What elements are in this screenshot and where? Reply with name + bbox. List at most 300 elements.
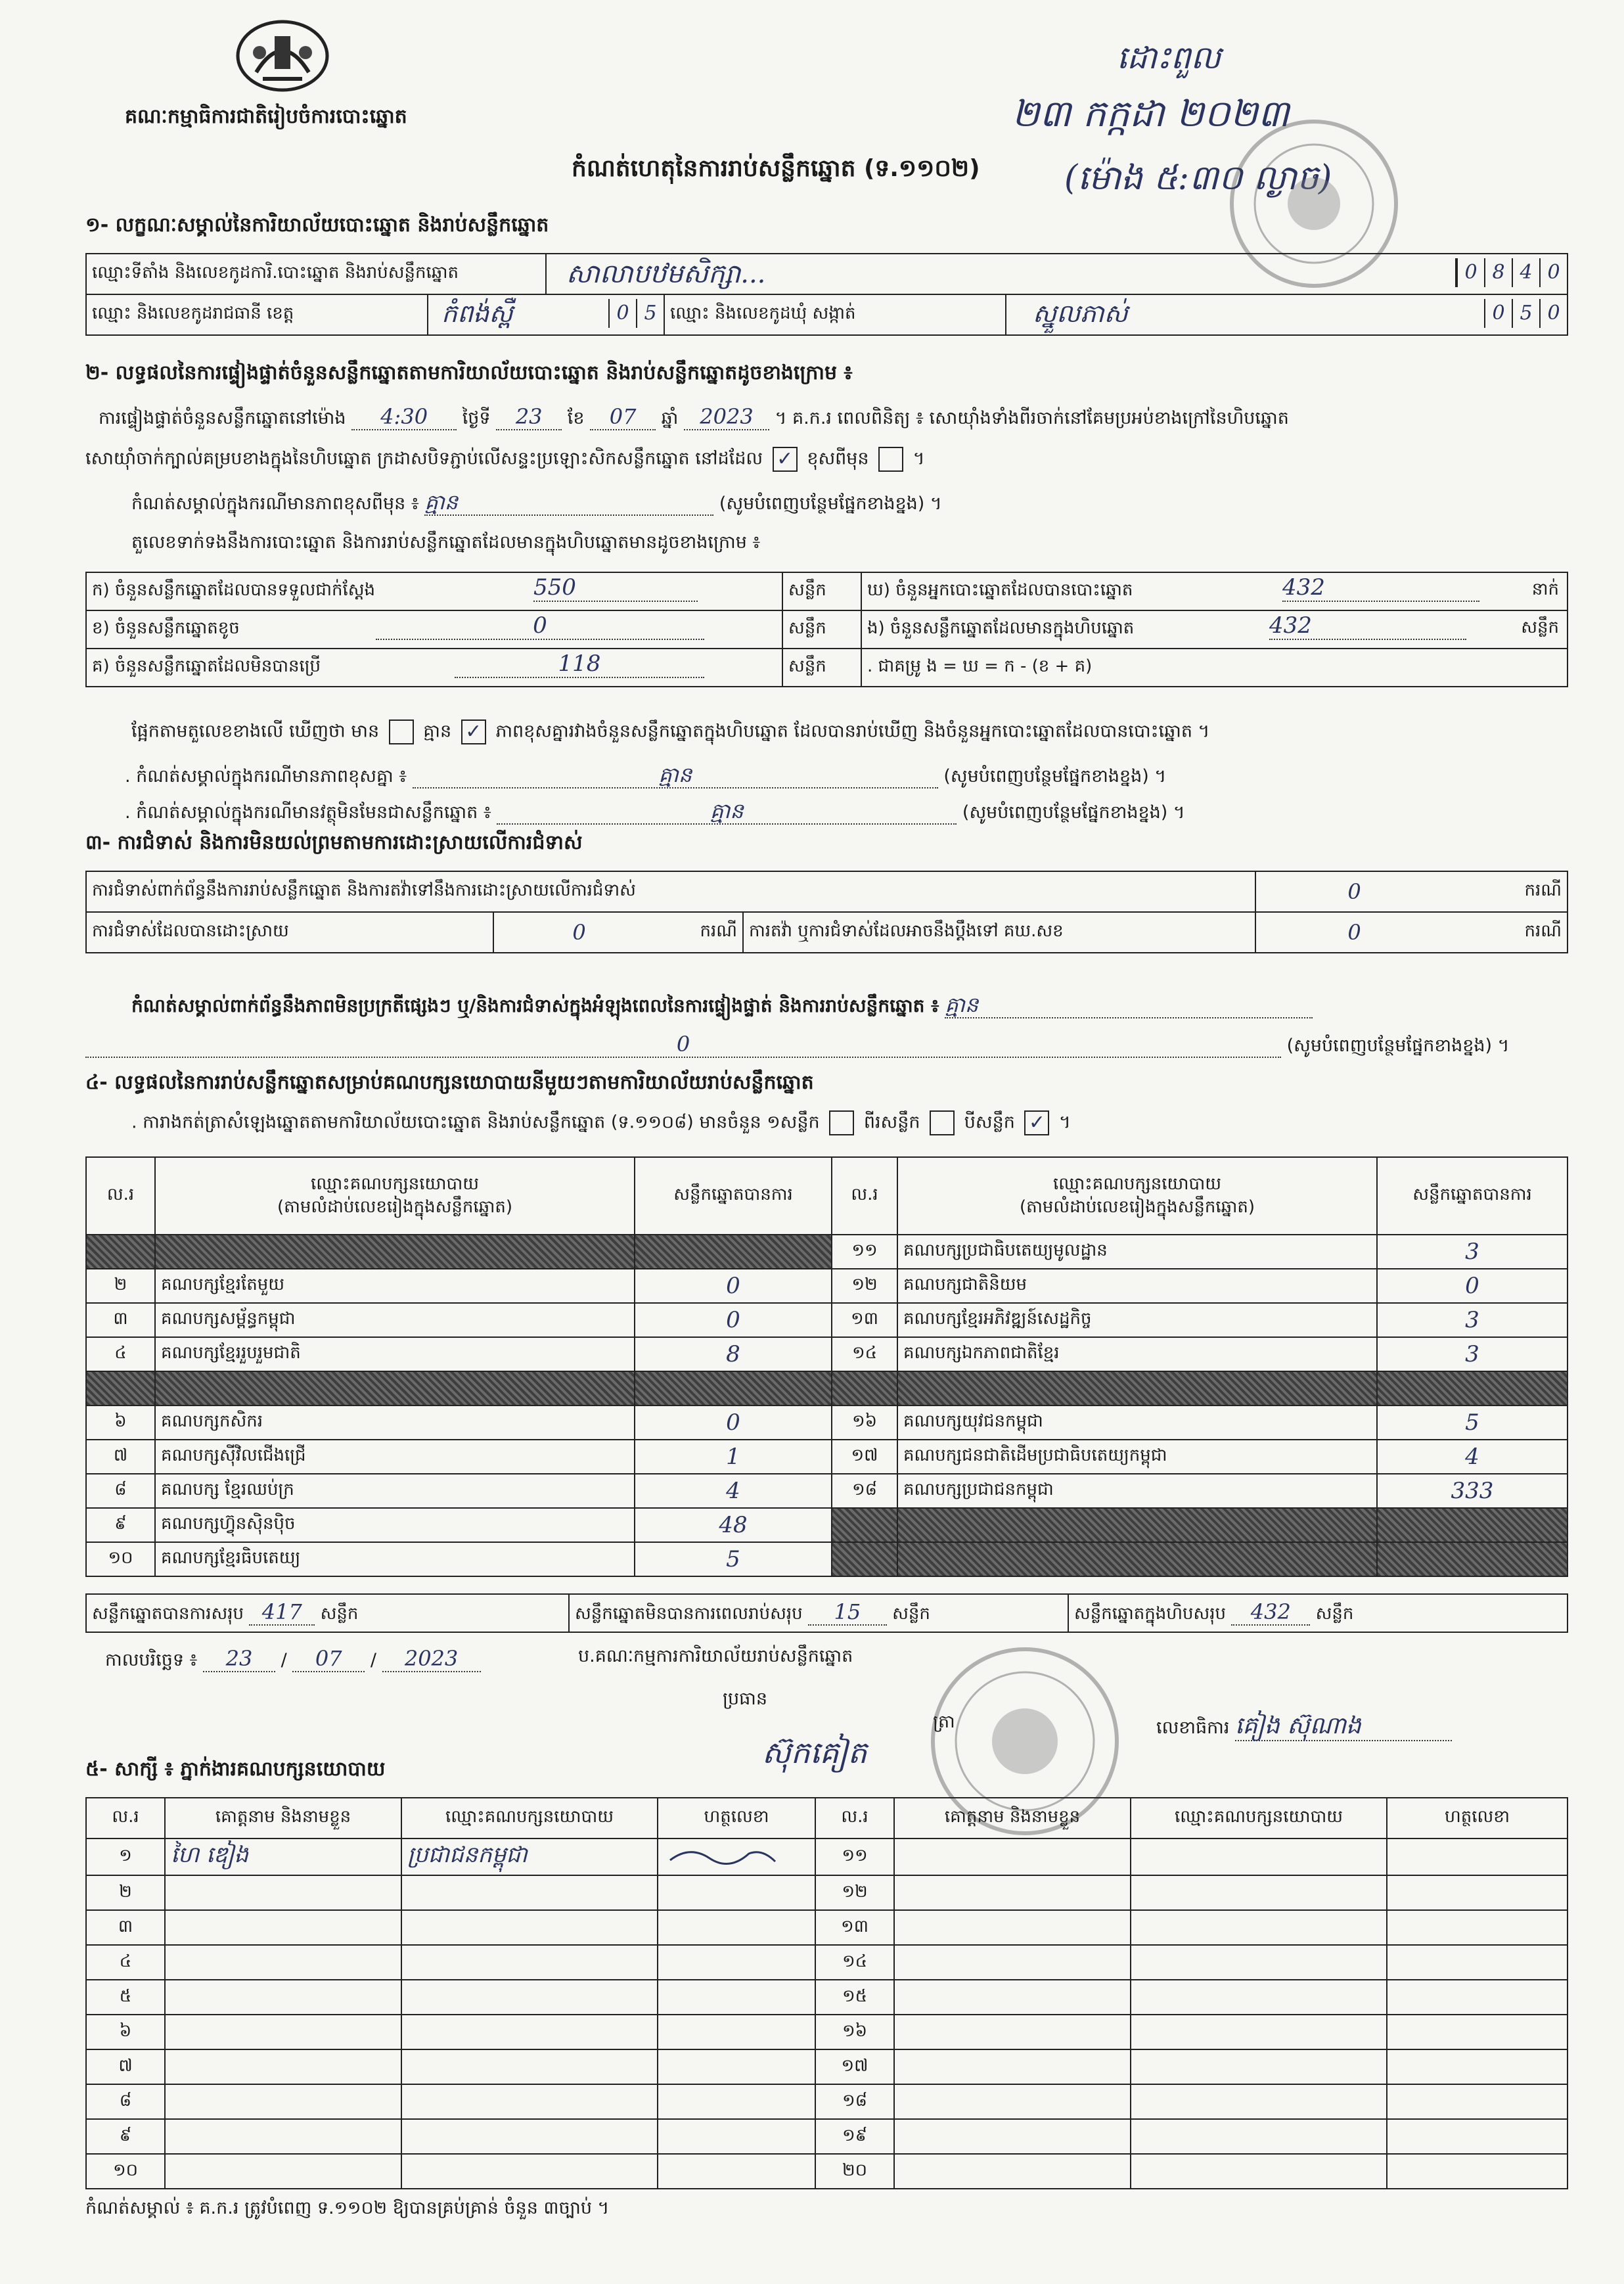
- party-votes: 5: [1377, 1405, 1568, 1440]
- party-row: [86, 1405, 1568, 1440]
- witness-number: ១២: [815, 1875, 894, 1910]
- party-name: គណបក្សប្រជាជនកម្ពុជា: [897, 1474, 1377, 1508]
- total-invalid-value: 15: [808, 1599, 887, 1626]
- witness-signature: [1387, 1875, 1568, 1910]
- party-name: គណបក្សជនជាតិដើមប្រជាធិបតេយ្យកម្ពុជា: [897, 1440, 1377, 1474]
- commune-value: ស្នួលភាស់: [1033, 299, 1128, 328]
- station-code-digit: 4: [1512, 258, 1539, 287]
- year-value: 2023: [684, 404, 769, 430]
- witness-number: ១០: [86, 2154, 165, 2189]
- witness-name: [894, 1945, 1131, 1980]
- commune-label: ឈ្មោះ និងលេខកូដឃុំ សង្កាត់: [664, 294, 1006, 335]
- party-row: [86, 1474, 1568, 1508]
- footer-note: កំណត់សម្គាល់ ៖ គ.ក.រ ត្រូវបំពេញ ទ.១១០២ ឱ្យបានគ្រប់គ្រាន់ ចំនួន ៣ច្បាប់ ។: [85, 2198, 610, 2218]
- province-code-digit: 0: [608, 299, 636, 328]
- verification-line-1: [99, 404, 1289, 430]
- label: . កំណត់សម្គាល់ក្នុងករណីមានវត្ថុមិនមែនជាសន្លឹកឆ្នោត ៖: [125, 802, 491, 823]
- witness-name: [165, 2119, 401, 2154]
- witness-number: ១: [86, 1839, 165, 1875]
- party-number: ១២: [832, 1269, 897, 1303]
- section-5-title: ៥- សាក្សី ៖ ភ្នាក់ងារគណបក្សនយោបាយ: [85, 1758, 386, 1781]
- witness-signature: [658, 2154, 815, 2189]
- party-number: ២: [86, 1269, 155, 1303]
- party-row: [86, 1371, 1568, 1405]
- party-number: ១១: [832, 1235, 897, 1269]
- label: (សូមបំពេញបន្ថែមផ្នែកខាងខ្នង) ។: [943, 766, 1167, 787]
- witness-party: [1131, 2084, 1387, 2119]
- province-code-boxes: [608, 299, 664, 328]
- party-votes: 0: [635, 1269, 832, 1303]
- party-name: គណបក្សសម្ព័ន្ធកម្ពុជា: [155, 1303, 635, 1337]
- witness-signature: [1387, 1910, 1568, 1945]
- party-votes: 3: [1377, 1235, 1568, 1269]
- witness-signature: [658, 1945, 815, 1980]
- objections-table: [85, 871, 1568, 953]
- witness-signature: [658, 2015, 815, 2049]
- party-row: [86, 1542, 1568, 1576]
- discrepancy-note-value: គ្មាន: [413, 762, 938, 788]
- unit-label: សន្លឹក: [782, 649, 861, 687]
- party-name: គណបក្សស៊ីវិលជើងជ្រើ: [155, 1440, 635, 1474]
- witness-row: [86, 2119, 1568, 2154]
- witness-col-no: ល.រ: [86, 1798, 165, 1839]
- witness-signature: [1387, 2015, 1568, 2049]
- party-number: ១៣: [832, 1303, 897, 1337]
- witness-col-party: ឈ្មោះគណបក្សនយោបាយ: [1131, 1798, 1387, 1839]
- commune-code-digit: 0: [1539, 299, 1567, 328]
- discrepancy-no-checkbox[interactable]: ✓: [461, 719, 486, 744]
- witness-party: [401, 1980, 658, 2015]
- witness-name: ហៃ ឌៀង: [165, 1839, 401, 1875]
- party-row: [86, 1303, 1568, 1337]
- witness-name: [894, 1839, 1131, 1875]
- witness-row: [86, 2084, 1568, 2119]
- discrepancy-note-line: [125, 762, 1166, 788]
- figures-intro: តួលេខទាក់ទងនឹងការបោះឆ្នោត និងការរាប់សន្លឹកឆ្នោតដែលមានក្នុងហិបឆ្នោតមានដូចខាងក្រោម ៖: [131, 532, 761, 553]
- witness-signature: [1387, 2084, 1568, 2119]
- party-name: គណបក្សឯកភាពជាតិខ្មែរ: [897, 1337, 1377, 1371]
- witness-name: [894, 2119, 1131, 2154]
- spoiled-value: 0: [376, 612, 704, 640]
- foreign-object-note-line: [125, 798, 1185, 825]
- month-value: 07: [590, 404, 656, 430]
- witness-party: [401, 1875, 658, 1910]
- label: . ការាងកត់ត្រាសំឡេងឆ្នោតតាមការិយាល័យបោះឆ្នោត និងរាប់សន្លឹកឆ្នោត (ទ.១១០៨) មានចំនួន ១សន្លឹក: [131, 1112, 820, 1133]
- witness-signature: [658, 1839, 815, 1875]
- label: កាលបរិច្ឆេទ ៖: [105, 1650, 198, 1670]
- witness-party: [1131, 1875, 1387, 1910]
- national-emblem-logo: [230, 16, 335, 95]
- label: ។: [1059, 1112, 1071, 1133]
- witness-party: [1131, 2049, 1387, 2084]
- time-value: 4:30: [351, 404, 457, 430]
- party-name: [897, 1508, 1377, 1542]
- unchanged-checkbox[interactable]: ✓: [773, 447, 798, 472]
- unit-label: ករណី: [1453, 912, 1568, 953]
- party-votes: 5: [635, 1542, 832, 1576]
- party-number: [86, 1371, 155, 1405]
- party-number: [86, 1235, 155, 1269]
- col-votes-header: សន្លឹកឆ្នោតបានការ: [635, 1157, 832, 1235]
- party-name: គណបក្សហ៊្វុនស៊ិនប៉ិច: [155, 1508, 635, 1542]
- witness-signature: [658, 2119, 815, 2154]
- irregularity-note-line-2: [85, 1032, 1509, 1058]
- unit-label: សន្លឹក: [320, 1603, 359, 1624]
- witness-number: ១៣: [815, 1910, 894, 1945]
- two-sheets-checkbox[interactable]: [930, 1110, 955, 1135]
- label: ។ គ.ក.រ ពេលពិនិត្យ ៖ សោយ៉ាំងទាំងពីរចាក់នៅគែមប្រអប់ខាងក្រៅនៃហិបឆ្នោត: [775, 408, 1289, 428]
- witness-party: [401, 2084, 658, 2119]
- handwritten-date-top: ២៣ កក្កដា ២០២៣: [1012, 93, 1290, 135]
- witness-number: ១៤: [815, 1945, 894, 1980]
- three-sheets-checkbox[interactable]: ✓: [1024, 1110, 1049, 1135]
- label: ឆ្នាំ: [661, 408, 679, 428]
- unit-label: សន្លឹក: [782, 610, 861, 649]
- in-box-label: ង) ចំនួនសន្លឹកឆ្នោតដែលមានក្នុងហិបឆ្នោត: [867, 618, 1135, 638]
- chair-label: ប្រធាន: [723, 1689, 768, 1709]
- witness-party: ប្រជាជនកម្ពុជា: [401, 1839, 658, 1875]
- foreign-object-note-value: គ្មាន: [497, 798, 957, 825]
- party-votes: [635, 1235, 832, 1269]
- witness-signature: [658, 1875, 815, 1910]
- party-votes: 0: [1377, 1269, 1568, 1303]
- witness-signature: [1387, 2154, 1568, 2189]
- formula: . ជាគម្រូ ង = ឃ = ក - (ខ + គ): [861, 649, 1568, 687]
- party-number: [832, 1371, 897, 1405]
- witness-signature: [658, 2049, 815, 2084]
- day-value: 23: [496, 404, 562, 430]
- col-party-header: [155, 1157, 635, 1235]
- witness-table: [85, 1797, 1568, 2189]
- witness-name: [894, 1875, 1131, 1910]
- voters-label: ឃ) ចំនួនអ្នកបោះឆ្នោតដែលបានបោះឆ្នោត: [867, 580, 1133, 600]
- secretary-signature: គៀង ស៊ុណាង: [1235, 1712, 1452, 1741]
- party-number: ១៧: [832, 1440, 897, 1474]
- witness-signature: [1387, 1945, 1568, 1980]
- label: គ្មាន: [423, 721, 452, 742]
- station-info-table: [85, 253, 1568, 336]
- witness-party: [1131, 2119, 1387, 2154]
- received-value: 550: [533, 574, 698, 602]
- witness-number: ១៨: [815, 2084, 894, 2119]
- commune-code-boxes: [1484, 299, 1567, 328]
- witness-rows: [86, 1839, 1568, 2189]
- station-code-digit: 8: [1484, 258, 1512, 287]
- authority-name: គណៈកម្មាធិការជាតិរៀបចំការបោះឆ្នោត: [125, 105, 407, 128]
- signing-date-line: កាលបរិច្ឆេទ ៖ 23 / 07 / 2023: [105, 1646, 481, 1672]
- party-votes: 3: [1377, 1337, 1568, 1371]
- witness-number: ២០: [815, 2154, 894, 2189]
- party-name: គណបក្សខ្មែរអភិវឌ្ឍន៍សេដ្ឋកិច្ច: [897, 1303, 1377, 1337]
- party-votes: 1: [635, 1440, 832, 1474]
- witness-row: [86, 2049, 1568, 2084]
- party-number: [832, 1508, 897, 1542]
- total-invalid: [569, 1594, 1068, 1632]
- party-name: គណបក្សកសិករ: [155, 1405, 635, 1440]
- label: សន្លឹកឆ្នោតមិនបានការពេលរាប់សរុប: [575, 1603, 803, 1624]
- witness-name: [894, 1910, 1131, 1945]
- label: (សូមបំពេញបន្ថែមផ្នែកខាងខ្នង) ។: [962, 802, 1185, 823]
- party-row: [86, 1235, 1568, 1269]
- witness-col-sign: ហត្ថលេខា: [658, 1798, 815, 1839]
- party-votes: 8: [635, 1337, 832, 1371]
- party-row: [86, 1337, 1568, 1371]
- party-name: គណបក្ស ខ្មែរឈប់ក្រ: [155, 1474, 635, 1508]
- party-row: [86, 1508, 1568, 1542]
- one-sheet-checkbox[interactable]: [829, 1110, 854, 1135]
- party-votes: 4: [1377, 1440, 1568, 1474]
- province-code-digit: 5: [636, 299, 664, 328]
- commune-code-digit: 5: [1512, 299, 1539, 328]
- verification-line-2: [85, 447, 925, 472]
- witness-row: [86, 1839, 1568, 1875]
- unit-label: ករណី: [1453, 871, 1568, 912]
- header-line: ឈ្មោះគណបក្សនយោបាយ: [1053, 1174, 1221, 1194]
- section-4-title: ៤- លទ្ធផលនៃការរាប់សន្លឹកឆ្នោតសម្រាប់គណបក្សនយោបាយនីមួយៗតាមការិយាល័យរាប់សន្លឹកឆ្នោត: [85, 1071, 814, 1094]
- party-number: [832, 1542, 897, 1576]
- party-votes: 4: [635, 1474, 832, 1508]
- label: ។: [913, 448, 925, 469]
- label: កំណត់សម្គាល់ពាក់ព័ន្ធនឹងភាពមិនប្រក្រតីផ្សេងៗ ឬ/និងការជំទាស់ក្នុងអំឡុងពេលនៃការផ្ទៀងផ្ទាត់ និងការរាប់សន្លឹកឆ្នោត ៖: [131, 995, 939, 1016]
- witness-name: [165, 1875, 401, 1910]
- form-title: កំណត់ហេតុនៃការរាប់សន្លឹកឆ្នោត (ទ.១១០២): [572, 155, 980, 182]
- station-name-value: សាលាបឋមសិក្សា...: [566, 259, 766, 289]
- witness-row: [86, 1980, 1568, 2015]
- party-votes: 0: [635, 1405, 832, 1440]
- commune-code-digit: 0: [1484, 299, 1512, 328]
- witness-signature: [658, 2084, 815, 2119]
- witness-name: [165, 1910, 401, 1945]
- party-rows: [86, 1235, 1568, 1576]
- total-valid: [86, 1594, 569, 1632]
- witness-party: [401, 1910, 658, 1945]
- tally-sheet-count-line: [131, 1110, 1071, 1135]
- witness-signature: [658, 1910, 815, 1945]
- discrepancy-yes-checkbox[interactable]: [389, 719, 414, 744]
- witness-row: [86, 1875, 1568, 1910]
- witness-number: ៤: [86, 1945, 165, 1980]
- witness-col-no: ល.រ: [815, 1798, 894, 1839]
- secretary-label: [1156, 1712, 1452, 1741]
- label: សន្លឹកឆ្នោតបានការសរុប: [92, 1603, 244, 1624]
- unit-label: នាក់: [1531, 580, 1559, 599]
- witness-number: ៣: [86, 1910, 165, 1945]
- witness-name: [165, 2084, 401, 2119]
- witness-signature: [1387, 2049, 1568, 2084]
- handwritten-time-top: (ម៉ោង ៥:៣០ ល្ងាច): [1064, 158, 1332, 198]
- province-label: ឈ្មោះ និងលេខកូដរាជធានី ខេត្ត: [86, 294, 428, 335]
- label: សន្លឹកឆ្នោតក្នុងហិបសរុប: [1074, 1603, 1227, 1624]
- witness-party: [1131, 1980, 1387, 2015]
- ballot-figures-table: [85, 572, 1568, 687]
- header-line: (តាមលំដាប់លេខរៀងក្នុងសន្លឹកឆ្នោត): [1019, 1197, 1255, 1217]
- witness-name: [894, 1980, 1131, 2015]
- col-votes-header: សន្លឹកឆ្នោតបានការ: [1377, 1157, 1568, 1235]
- witness-number: ១៩: [815, 2119, 894, 2154]
- chair-signature: ស៊ុកគៀត: [762, 1735, 867, 1770]
- witness-party: [1131, 2015, 1387, 2049]
- irregularity-note-value-2: 0: [85, 1032, 1281, 1058]
- objection-appeal-value: 0: [1255, 912, 1453, 953]
- objection-resolved-label: ការជំទាស់ដែលបានដោះស្រាយ: [86, 912, 493, 953]
- party-number: ១៨: [832, 1474, 897, 1508]
- label: (សូមបំពេញបន្ថែមផ្នែកខាងខ្នង) ។: [1286, 1036, 1510, 1056]
- section-3-title: ៣- ការជំទាស់ និងការមិនយល់ព្រមតាមការដោះស្រាយលើការជំទាស់: [85, 831, 583, 854]
- party-number: ៣: [86, 1303, 155, 1337]
- party-number: ៤: [86, 1337, 155, 1371]
- party-number: ១៤: [832, 1337, 897, 1371]
- witness-row: [86, 1910, 1568, 1945]
- unused-label: គ) ចំនួនសន្លឹកឆ្នោតដែលមិនបានប្រើ: [92, 656, 321, 676]
- witness-name: [165, 2049, 401, 2084]
- irregularity-note-line: [131, 992, 1313, 1018]
- party-votes: [635, 1371, 832, 1405]
- objection-related-label: ការជំទាស់ពាក់ព័ន្ធនឹងការរាប់សន្លឹកឆ្នោត និងការតវ៉ាទៅនឹងការដោះស្រាយលើការជំទាស់: [86, 871, 1255, 912]
- witness-party: [401, 2049, 658, 2084]
- in-box-value: 432: [1269, 612, 1466, 640]
- party-name: គណបក្សប្រជាធិបតេយ្យមូលដ្ឋាន: [897, 1235, 1377, 1269]
- witness-col-party: ឈ្មោះគណបក្សនយោបាយ: [401, 1798, 658, 1839]
- witness-party: [1131, 1945, 1387, 1980]
- party-name: [155, 1235, 635, 1269]
- witness-col-sign: ហត្ថលេខា: [1387, 1798, 1568, 1839]
- party-votes: [1377, 1542, 1568, 1576]
- header-line: ឈ្មោះគណបក្សនយោបាយ: [311, 1174, 479, 1194]
- witness-signature: [1387, 2119, 1568, 2154]
- party-number: ១៦: [832, 1405, 897, 1440]
- witness-number: ៦: [86, 2015, 165, 2049]
- label: បីសន្លឹក: [964, 1112, 1015, 1133]
- unit-label: សន្លឹក: [1315, 1603, 1354, 1624]
- witness-party: [401, 2119, 658, 2154]
- label: . កំណត់សម្គាល់ក្នុងករណីមានភាពខុសគ្នា ៖: [125, 766, 407, 787]
- witness-signature-mark: [664, 1842, 782, 1868]
- col-no-header: ល.រ: [832, 1157, 897, 1235]
- party-results-table: [85, 1156, 1568, 1577]
- discrepancy-line: [131, 719, 1209, 744]
- label: (សូមបំពេញបន្ថែមផ្នែកខាងខ្នង) ។: [719, 493, 942, 514]
- unit-label: ករណី: [664, 912, 743, 953]
- party-name: គណបក្សខ្មែររួបរួមជាតិ: [155, 1337, 635, 1371]
- party-number: ១០: [86, 1542, 155, 1576]
- witness-name: [894, 2084, 1131, 2119]
- party-name: គណបក្សជាតិនិយម: [897, 1269, 1377, 1303]
- party-name: គណបក្សខ្មែរធិបតេយ្យ: [155, 1542, 635, 1576]
- objection-resolved-value: 0: [493, 912, 664, 953]
- party-votes: [1377, 1371, 1568, 1405]
- total-in-box-value: 432: [1231, 1599, 1310, 1626]
- total-in-box: [1068, 1594, 1568, 1632]
- witness-row: [86, 2154, 1568, 2189]
- witness-party: [401, 2015, 658, 2049]
- party-row: [86, 1269, 1568, 1303]
- witness-name: [165, 1980, 401, 2015]
- witness-number: ៨: [86, 2084, 165, 2119]
- committee-label: ប.គណៈកម្មការការិយាល័យរាប់សន្លឹកឆ្នោត: [578, 1646, 853, 1666]
- station-code-digit: 0: [1456, 258, 1484, 287]
- witness-row: [86, 2015, 1568, 2049]
- section-1-title: ១- លក្ខណៈសម្គាល់នៃការិយាល័យបោះឆ្នោត និងរាប់សន្លឹកឆ្នោត: [85, 214, 549, 237]
- date-year: 2023: [382, 1646, 481, 1672]
- party-votes: 3: [1377, 1303, 1568, 1337]
- col-party-header: [897, 1157, 1377, 1235]
- party-votes: 0: [635, 1303, 832, 1337]
- header-line: (តាមលំដាប់លេខរៀងក្នុងសន្លឹកឆ្នោត): [277, 1197, 513, 1217]
- date-month: 07: [292, 1646, 365, 1672]
- witness-name: [894, 2154, 1131, 2189]
- station-code-boxes: [1455, 258, 1567, 287]
- unit-label: សន្លឹក: [782, 572, 861, 610]
- station-code-digit: 0: [1539, 258, 1567, 287]
- witness-number: ១១: [815, 1839, 894, 1875]
- witness-col-name: គោត្តនាម និងនាមខ្លួន: [165, 1798, 401, 1839]
- label: ការផ្ទៀងផ្ទាត់ចំនួនសន្លឹកឆ្នោតនៅម៉ោង: [99, 408, 346, 428]
- witness-name: [894, 2049, 1131, 2084]
- witness-party: [401, 2154, 658, 2189]
- witness-name: [165, 1945, 401, 1980]
- objection-appeal-label: ការតវ៉ា ឬការជំទាស់ដែលអាចនឹងប្តឹងទៅ គឃ.សខ: [743, 912, 1255, 953]
- unit-label: សន្លឹក: [892, 1603, 930, 1624]
- label: ផ្អែកតាមតួលេខខាងលើ ឃើញថា មាន: [131, 721, 380, 742]
- witness-col-name: គោត្តនាម និងនាមខ្លួន: [894, 1798, 1131, 1839]
- province-value: កំពង់ស្ពឺ: [441, 299, 513, 328]
- station-name-label: ឈ្មោះទីតាំង និងលេខកូដការិ.បោះឆ្នោត និងរាប់សន្លឹកឆ្នោត: [86, 254, 546, 294]
- label: ពីរសន្លឹក: [863, 1112, 920, 1133]
- witness-signature: [1387, 1980, 1568, 2015]
- party-number: ៨: [86, 1474, 155, 1508]
- witness-number: ៧: [86, 2049, 165, 2084]
- party-name: គណបក្សយុវជនកម្ពុជា: [897, 1405, 1377, 1440]
- spoiled-label: ខ) ចំនួនសន្លឹកឆ្នោតខូច: [92, 618, 240, 638]
- witness-party: [401, 1945, 658, 1980]
- date-day: 23: [203, 1646, 275, 1672]
- change-note-value: គ្មាន: [424, 490, 713, 516]
- party-name: [155, 1371, 635, 1405]
- witness-signature: [1387, 1839, 1568, 1875]
- witness-number: ២: [86, 1875, 165, 1910]
- party-number: ៧: [86, 1440, 155, 1474]
- party-number: ៩: [86, 1508, 155, 1542]
- witness-party: [1131, 1910, 1387, 1945]
- party-votes: 48: [635, 1508, 832, 1542]
- witness-number: ៩: [86, 2119, 165, 2154]
- label: ខែ: [567, 408, 585, 428]
- party-name: [897, 1371, 1377, 1405]
- label: កំណត់សម្គាល់ក្នុងករណីមានភាពខុសពីមុន ៖: [131, 493, 419, 514]
- unit-label: សន្លឹក: [1521, 618, 1559, 637]
- received-label: ក) ចំនួនសន្លឹកឆ្នោតដែលបានទទួលជាក់ស្តែង: [92, 580, 376, 600]
- party-votes: [1377, 1508, 1568, 1542]
- witness-name: [894, 2015, 1131, 2049]
- objection-related-value: 0: [1255, 871, 1453, 912]
- voters-value: 432: [1282, 574, 1479, 602]
- section-2-title: ២- លទ្ធផលនៃការផ្ទៀងផ្ទាត់ចំនួនសន្លឹកឆ្នោតតាមការិយាល័យបោះឆ្នោត និងរាប់សន្លឹកឆ្នោតដូចខាងក្រោម ៖: [85, 361, 853, 384]
- witness-party: [1131, 1839, 1387, 1875]
- label: ថ្ងៃទី: [462, 408, 491, 428]
- handwritten-note-top: ដោះពួល: [1117, 39, 1221, 76]
- label: ខុសពីមុន: [807, 448, 869, 469]
- col-no-header: ល.រ: [86, 1157, 155, 1235]
- witness-party: [1131, 2154, 1387, 2189]
- witness-name: [165, 2015, 401, 2049]
- label: សោយ៉ាំចាក់ក្បាល់គម្របខាងក្នុងនៃហិបឆ្នោត ក្រដាសបិទភ្ជាប់លើសន្ទះប្រឡោះសិកសន្លឹកឆ្នោត នៅដដែល: [85, 448, 763, 469]
- stamp-label: ត្រា: [933, 1712, 955, 1732]
- party-name: គណបក្សខ្មែរតែមួយ: [155, 1269, 635, 1303]
- witness-number: ១៦: [815, 2015, 894, 2049]
- totals-table: [85, 1593, 1568, 1633]
- changed-checkbox[interactable]: [878, 447, 903, 472]
- witness-signature: [658, 1980, 815, 2015]
